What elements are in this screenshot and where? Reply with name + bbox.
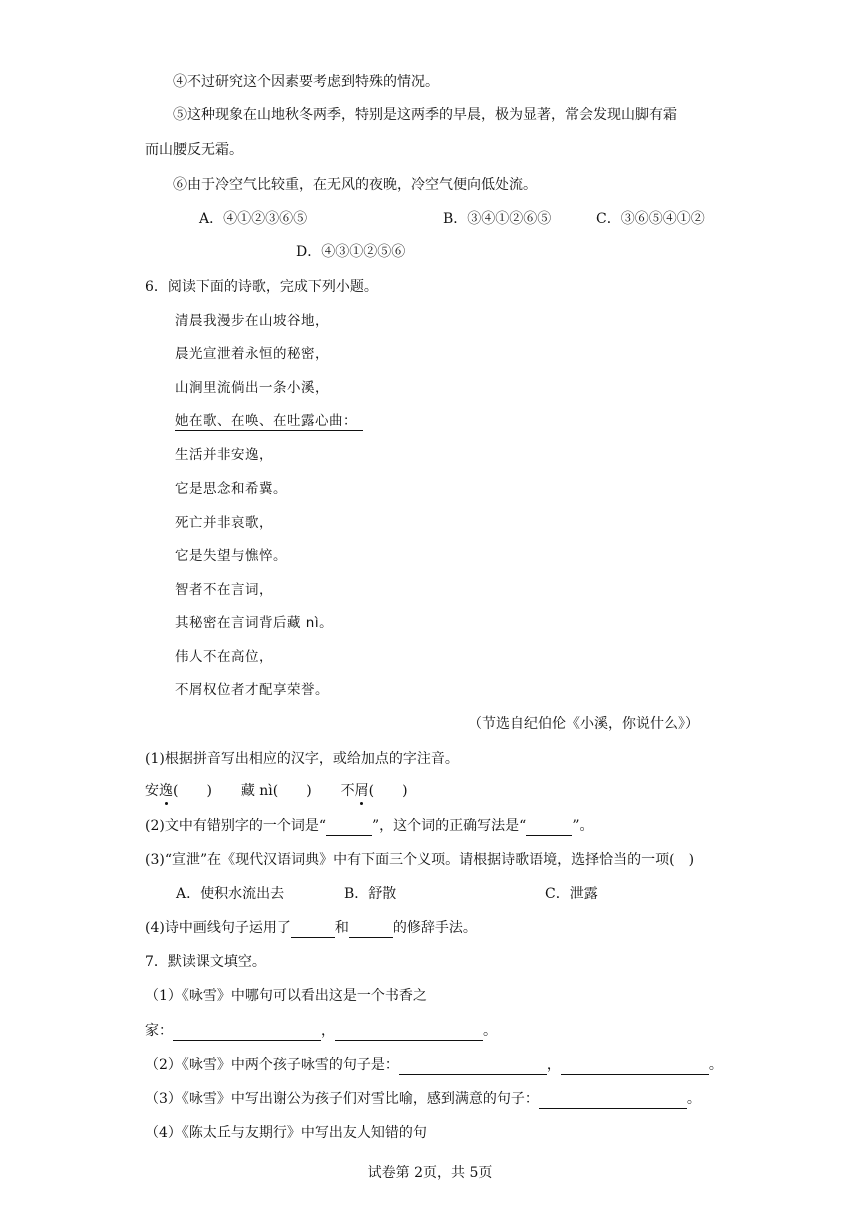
option-c: C．③⑥⑤④①②: [596, 211, 705, 227]
item-buxie: 不屑( ): [340, 783, 408, 799]
page-footer: 试卷第 2页，共 5页: [367, 1165, 493, 1181]
answer-blank[interactable]: [399, 1059, 547, 1075]
poem-line: 山涧里流倘出一条小溪，: [175, 380, 329, 396]
sentence-5-line2: 而山腰反无霜。: [145, 142, 243, 158]
answer-blank[interactable]: [335, 1025, 483, 1041]
option-a: A．④①②③⑥⑤: [199, 211, 308, 227]
poem-line: 生活并非安逸，: [175, 447, 273, 463]
answer-blank[interactable]: [539, 1093, 687, 1109]
poem-source: （节选自纪伯伦《小溪，你说什么》）: [468, 716, 699, 732]
poem-line: 它是思念和希冀。: [175, 481, 287, 497]
answer-blank[interactable]: [349, 922, 393, 938]
sub3-option-c: C．泄露: [545, 886, 598, 902]
answer-blank[interactable]: [291, 922, 335, 938]
poem-line: 它是失望与憔悴。: [175, 548, 287, 564]
dotted-char: 屑: [354, 783, 369, 799]
subquestion-3-prompt: (3)“宣泄”在《现代汉语词典》中有下面三个义项。请根据诗歌语境，选择恰当的一项( ): [145, 852, 695, 868]
sub3-option-b: B．舒散: [344, 886, 397, 902]
poem-line: 晨光宣泄着永恒的秘密，: [175, 346, 329, 362]
poem-line-underlined: 她在歌、在唤、在吐露心曲：: [175, 412, 363, 431]
question-7-title: 7．默读课文填空。: [145, 954, 266, 970]
answer-blank[interactable]: [326, 820, 372, 836]
q7-sub3: （3）《咏雪》中写出谢公为孩子们对雪比喻，感到满意的句子： 。: [145, 1091, 701, 1107]
subquestion-4: (4)诗中画线句子运用了 和 的修辞手法。: [145, 920, 477, 936]
q7-sub1-line1: （1）《咏雪》中哪句可以看出这是一个书香之: [145, 988, 427, 1004]
answer-blank[interactable]: [173, 1025, 321, 1041]
question-6-title: 6．阅读下面的诗歌，完成下列小题。: [145, 279, 378, 295]
sub3-option-a: A．使积水流出去: [176, 886, 285, 902]
option-b: B．③④①②⑥⑤: [443, 211, 552, 227]
q7-sub1-line2: 家： ， 。: [145, 1023, 497, 1039]
sentence-5-line1: ⑤这种现象在山地秋冬两季，特别是这两季的早晨，极为显著，常会发现山脚有霜: [173, 107, 677, 123]
option-d: D．④③①②⑤⑥: [296, 244, 406, 260]
q7-sub2: （2）《咏雪》中两个孩子咏雪的句子是： ， 。: [145, 1057, 723, 1073]
poem-line: 清晨我漫步在山坡谷地，: [175, 313, 329, 329]
subquestion-2: (2)文中有错别字的一个词是“ ”，这个词的正确写法是“ ”。: [145, 818, 594, 834]
poem-line: 伟人不在高位，: [175, 649, 273, 665]
poem-line: 不屑权位者才配享荣誉。: [175, 682, 329, 698]
sentence-4: ④不过研究这个因素要考虑到特殊的情况。: [173, 74, 439, 90]
q7-sub4: （4）《陈太丘与友期行》中写出友人知错的句: [145, 1125, 427, 1141]
subquestion-1-items: [145, 781, 408, 801]
poem-line: 死亡并非哀歌，: [175, 515, 273, 531]
item-anyi: 安逸( ): [145, 783, 212, 799]
sentence-6: ⑥由于冷空气比较重，在无风的夜晚，冷空气便向低处流。: [173, 177, 537, 193]
answer-blank[interactable]: [561, 1059, 709, 1075]
dotted-char: 逸: [159, 783, 173, 799]
poem-line: 智者不在言词，: [175, 582, 273, 598]
poem-line: 其秘密在言词背后藏 nì。: [175, 615, 334, 631]
answer-blank[interactable]: [526, 820, 572, 836]
subquestion-1-prompt: (1)根据拼音写出相应的汉字，或给加点的字注音。: [145, 751, 459, 767]
item-cangni: 藏 nì( ): [240, 783, 312, 799]
